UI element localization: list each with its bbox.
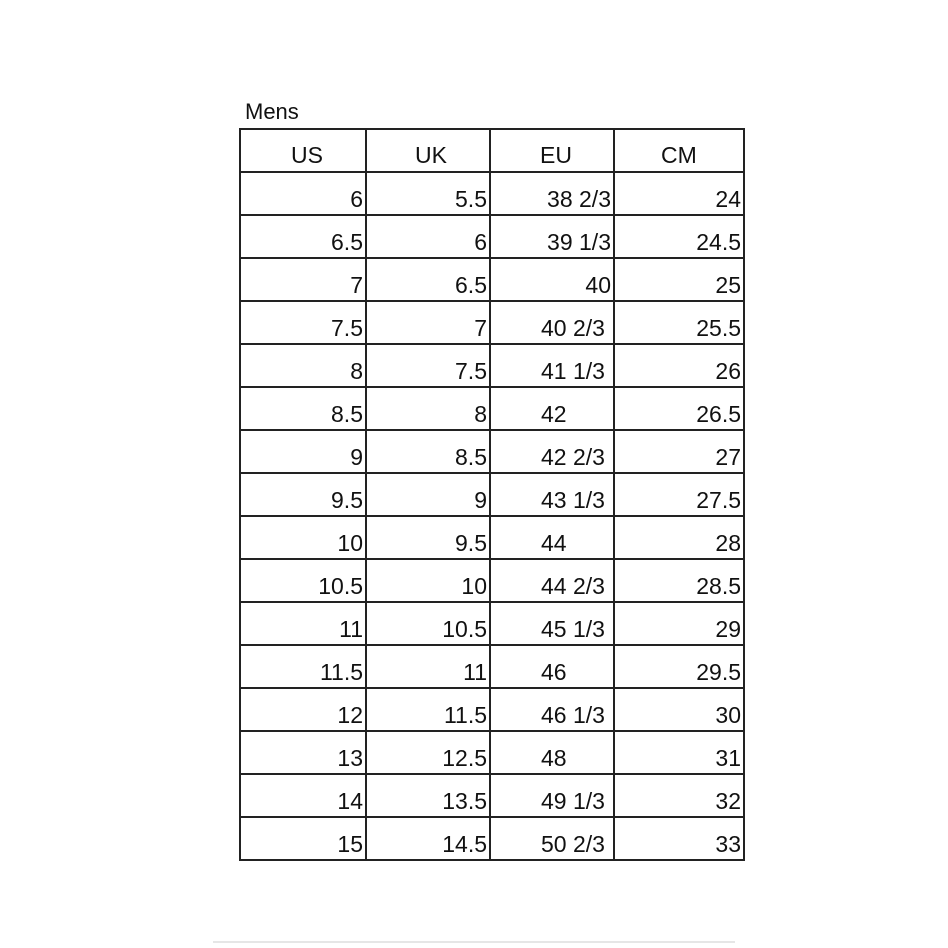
cell-us: 8 (240, 344, 366, 387)
table-row (240, 430, 744, 473)
cell-us: 13 (240, 731, 366, 774)
cell-cm: 25 (614, 258, 744, 301)
cell-cm: 32 (614, 774, 744, 817)
cell-uk: 13.5 (366, 774, 490, 817)
cell-eu: 44 2/3 (490, 559, 614, 602)
cell-eu: 45 1/3 (490, 602, 614, 645)
cell-us: 9.5 (240, 473, 366, 516)
cell-uk: 11.5 (366, 688, 490, 731)
cell-us: 10.5 (240, 559, 366, 602)
cell-us: 14 (240, 774, 366, 817)
table-row (240, 731, 744, 774)
cell-us: 15 (240, 817, 366, 860)
cell-cm: 30 (614, 688, 744, 731)
cell-cm: 24 (614, 172, 744, 215)
table-row (240, 473, 744, 516)
cell-us: 11.5 (240, 645, 366, 688)
cell-cm: 27.5 (614, 473, 744, 516)
table-row (240, 559, 744, 602)
cell-eu: 50 2/3 (490, 817, 614, 860)
cell-us: 10 (240, 516, 366, 559)
cell-eu: 48 (490, 731, 614, 774)
cell-us: 7.5 (240, 301, 366, 344)
size-table-clip (239, 128, 741, 936)
bottom-rule (213, 941, 735, 943)
table-row (240, 774, 744, 817)
cell-eu: 38 2/3 (490, 172, 614, 215)
cell-cm: 29 (614, 602, 744, 645)
cell-eu: 46 (490, 645, 614, 688)
cell-eu: 40 (490, 258, 614, 301)
cell-eu: 46 1/3 (490, 688, 614, 731)
cell-eu: 43 1/3 (490, 473, 614, 516)
cell-cm: 33 (614, 817, 744, 860)
cell-eu: 44 (490, 516, 614, 559)
cell-uk: 8.5 (366, 430, 490, 473)
cell-eu: 42 (490, 387, 614, 430)
column-header-eu: EU (490, 129, 614, 172)
cell-cm: 28 (614, 516, 744, 559)
cell-eu: 40 2/3 (490, 301, 614, 344)
cell-uk: 6.5 (366, 258, 490, 301)
cell-us: 12 (240, 688, 366, 731)
cell-eu: 49 1/3 (490, 774, 614, 817)
cell-uk: 5.5 (366, 172, 490, 215)
header-row (240, 129, 744, 172)
table-row (240, 645, 744, 688)
cell-uk: 9 (366, 473, 490, 516)
cell-cm: 27 (614, 430, 744, 473)
cell-us: 7 (240, 258, 366, 301)
column-header-cm: CM (614, 129, 744, 172)
cell-uk: 6 (366, 215, 490, 258)
cell-uk: 9.5 (366, 516, 490, 559)
cell-uk: 11 (366, 645, 490, 688)
table-row (240, 602, 744, 645)
cell-cm: 31 (614, 731, 744, 774)
table-row (240, 387, 744, 430)
cell-cm: 24.5 (614, 215, 744, 258)
cell-uk: 7.5 (366, 344, 490, 387)
size-table (239, 128, 745, 861)
cell-eu: 41 1/3 (490, 344, 614, 387)
cell-eu: 42 2/3 (490, 430, 614, 473)
size-table-header (240, 129, 744, 172)
cell-uk: 7 (366, 301, 490, 344)
cell-us: 11 (240, 602, 366, 645)
table-row (240, 817, 744, 860)
cell-us: 6.5 (240, 215, 366, 258)
cell-eu: 39 1/3 (490, 215, 614, 258)
table-row (240, 344, 744, 387)
table-row (240, 516, 744, 559)
cell-us: 8.5 (240, 387, 366, 430)
table-row (240, 301, 744, 344)
column-header-uk: UK (366, 129, 490, 172)
cell-cm: 29.5 (614, 645, 744, 688)
cell-cm: 26.5 (614, 387, 744, 430)
cell-uk: 8 (366, 387, 490, 430)
table-row (240, 258, 744, 301)
cell-cm: 28.5 (614, 559, 744, 602)
size-table-body (240, 172, 744, 860)
cell-uk: 14.5 (366, 817, 490, 860)
cell-cm: 25.5 (614, 301, 744, 344)
cell-cm: 26 (614, 344, 744, 387)
table-row (240, 688, 744, 731)
table-row (240, 172, 744, 215)
cell-us: 9 (240, 430, 366, 473)
cell-uk: 10 (366, 559, 490, 602)
cell-us: 6 (240, 172, 366, 215)
column-header-us: US (240, 129, 366, 172)
table-title: Mens (245, 99, 299, 124)
cell-uk: 10.5 (366, 602, 490, 645)
table-row (240, 215, 744, 258)
cell-uk: 12.5 (366, 731, 490, 774)
